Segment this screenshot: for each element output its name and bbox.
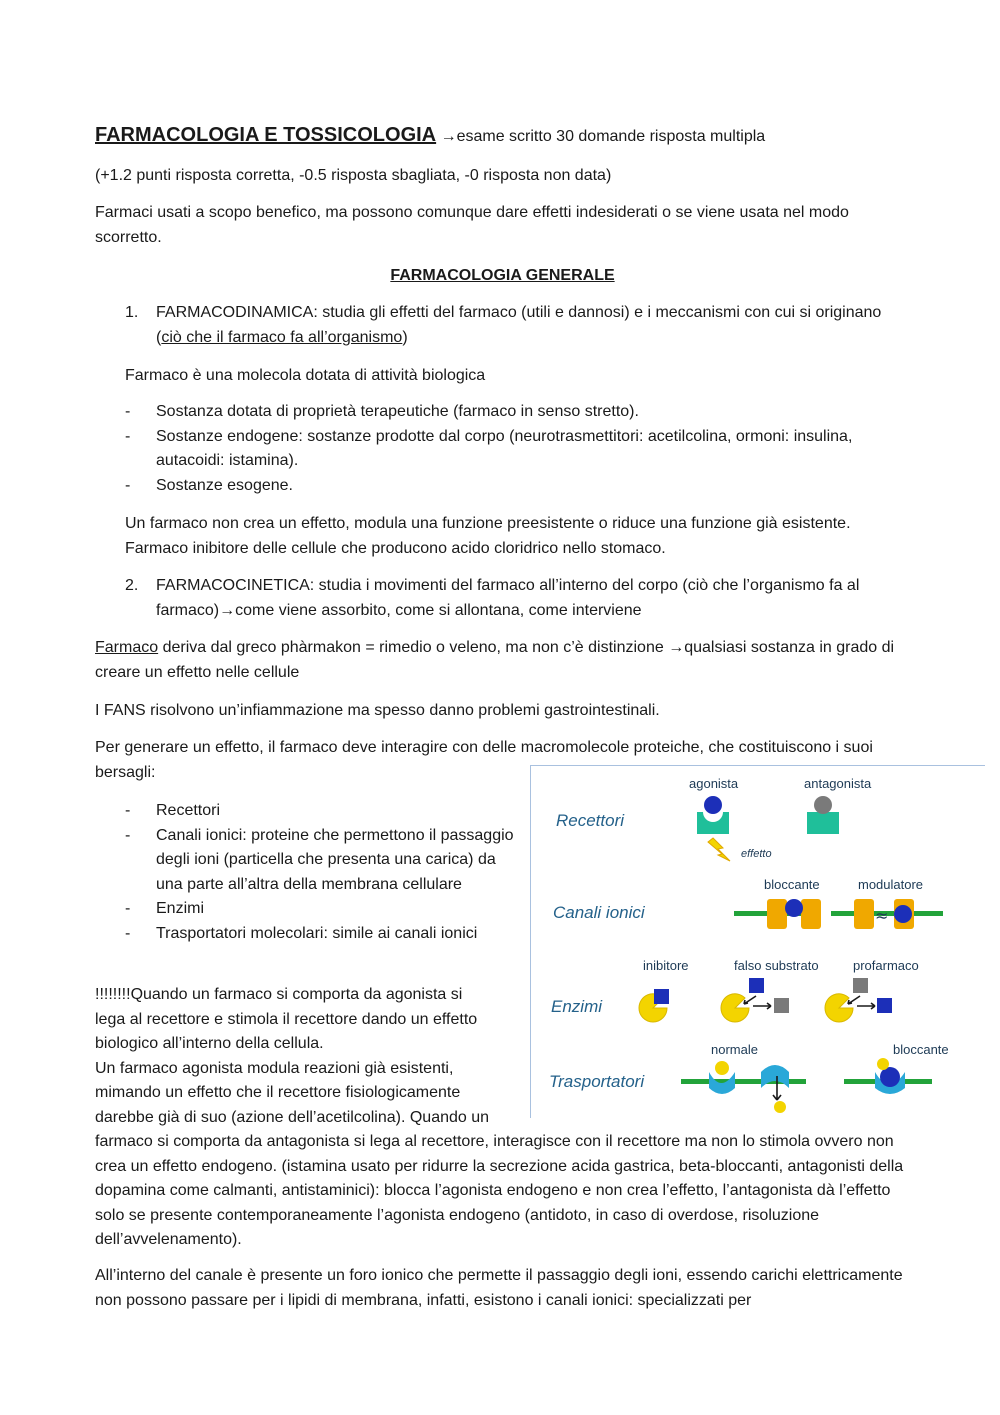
- agonista-paragraph: [95, 983, 515, 1131]
- section-title: FARMACOLOGIA GENERALE: [390, 267, 615, 284]
- list-item-text: Sostanza dotata di proprietà terapeutiche (farmaco in senso stretto).: [156, 403, 639, 420]
- numbered-item-2: [95, 574, 910, 624]
- canale-paragraph: All’interno del canale è presente un foro ionico che permette il passaggio degli ioni, essendo carichi elettricamente non possono passare per i lipidi di membrana, infatti, esistono i canali ionici: specializzati per: [95, 1267, 903, 1309]
- list-item-text: Canali ionici: proteine che permettono il passaggio degli ioni (particella che presenta una carica) da una parte all’altra della membrana cellulare: [156, 826, 514, 893]
- row-label-recettori: Recettori: [556, 811, 625, 830]
- modula-paragraph: Un farmaco non crea un effetto, modula una funzione preesistente o riduce una funzione già esistente. Farmaco inibitore delle cellule che producono acido cloridrico nello stomaco.: [125, 515, 851, 557]
- scoring-paragraph: (+1.2 punti risposta corretta, -0.5 risposta sbagliata, -0 risposta non data): [95, 167, 612, 184]
- svg-text:≈: ≈: [875, 906, 889, 925]
- arrow-icon: →: [219, 601, 236, 619]
- drug-targets-diagram: [531, 766, 985, 1118]
- list-item-text: Sostanze endogene: sostanze prodotte dal corpo (neurotrasmettitori: acetilcolina, ormoni: insulina, autacoidi: istamina).: [156, 427, 853, 470]
- list-item: - Trasportatori molecolari: simile ai canali ionici: [125, 924, 478, 942]
- agonista-line: Un farmaco agonista modula reazioni già esistenti,: [95, 1059, 454, 1077]
- list-item: - Sostanze esogene.: [125, 476, 293, 494]
- label-normale: normale: [711, 1042, 758, 1057]
- fans-paragraph: I FANS risolvono un’infiammazione ma spesso danno problemi gastrointestinali.: [95, 702, 660, 719]
- enzyme-false-substrate-icon: [721, 978, 789, 1022]
- label-effetto: effetto: [741, 848, 772, 860]
- list-item-text: Recettori: [156, 802, 221, 819]
- list-item: - Enzimi: [125, 900, 205, 918]
- lightning-effect-icon: [708, 838, 730, 861]
- etymology-paragraph: [95, 636, 910, 685]
- page-title: FARMACOLOGIA E TOSSICOLOGIA: [95, 124, 437, 146]
- list-item: - Recettori: [125, 802, 221, 819]
- targets-list: [95, 799, 525, 947]
- antagonista-paragraph: farmaco si comporta da antagonista si lega al recettore, interagisce con il recettore ma non lo stimola ovvero non crea un effetto endogeno. (istamina usato per ridurre la secrezione acida gastrica, beta-bloccanti, antagonisti della dopamina come calmanti, antistaminici): blocca l’agonista endogeno e non crea l’effetto, l’antagonista dà l’effetto solo se presente contemporaneamente l’agonista endogeno (antidoto, in caso di overdose, risoluzione dell’avvelenamento).: [95, 1133, 904, 1249]
- farmaco-definition: Farmaco è una molecola dotata di attività biologica: [125, 367, 486, 384]
- list-item-text: Enzimi: [156, 900, 205, 918]
- transporter-blocked-icon: [844, 1058, 932, 1094]
- bersagli-paragraph: Per generare un effetto, il farmaco deve interagire con delle macromolecole proteiche, che costituiscono i suoi bersagli:: [95, 739, 873, 781]
- receptor-antagonist-icon: [807, 796, 839, 834]
- exam-description: esame scritto 30 domande risposta multipla: [456, 128, 766, 145]
- arrow-icon: →: [668, 639, 685, 656]
- agonista-line: mimando un effetto che il recettore fisiologicamente: [95, 1084, 461, 1102]
- title-line: [95, 120, 910, 152]
- item1-end: ): [402, 328, 408, 346]
- list-item: - Sostanze endogene: sostanze prodotte dal corpo (neurotrasmettitori: acetilcolina, ormoni: insulina, autacoidi: istamina).: [125, 427, 853, 470]
- label-bloccante-trasp: bloccante: [893, 1042, 949, 1057]
- row-label-trasportatori: Trasportatori: [549, 1072, 645, 1091]
- ion-channel-blocker-icon: [734, 899, 821, 929]
- transporter-normal-icon: [681, 1061, 806, 1113]
- item1-text: FARMACODINAMICA: studia gli effetti del farmaco (utili e dannosi) e i meccanismi con cui si originano (: [156, 304, 882, 346]
- drug-targets-figure: [530, 765, 985, 1118]
- item-number: 1.: [125, 304, 139, 321]
- label-inibitore: inibitore: [643, 958, 689, 973]
- label-agonista: agonista: [689, 776, 739, 791]
- list-item-text: Trasportatori molecolari: simile ai canali ionici: [156, 924, 478, 942]
- list-item: - Sostanza dotata di proprietà terapeutiche (farmaco in senso stretto).: [125, 403, 639, 420]
- etym-word: Farmaco: [95, 639, 159, 656]
- label-profarmaco: profarmaco: [853, 958, 919, 973]
- etym-end: qualsiasi sostanza in grado di creare un effetto nelle cellule: [95, 639, 895, 681]
- list-item-text: Sostanze esogene.: [156, 476, 293, 494]
- intro-paragraph: Farmaci usati a scopo benefico, ma possono comunque dare effetti indesiderati o se viene usata nel modo scorretto.: [95, 204, 849, 246]
- receptor-agonist-icon: [697, 796, 729, 834]
- agonista-line: biologico all’interno della cellula.: [95, 1035, 324, 1053]
- enzyme-prodrug-icon: [825, 978, 892, 1022]
- numbered-item-1: [95, 301, 910, 351]
- item-text: [156, 574, 910, 623]
- label-bloccante-canali: bloccante: [764, 877, 820, 892]
- agonista-line: darebbe già di suo (azione dell’acetilcolina). Quando un: [95, 1108, 490, 1126]
- arrow-icon: →: [440, 128, 457, 145]
- label-falso-substrato: falso substrato: [734, 958, 819, 973]
- enzyme-inhibitor-icon: [639, 989, 669, 1022]
- item2-text: FARMACOCINETICA: studia i movimenti del farmaco all’interno del corpo (ciò che l’organismo fa al farmaco): [156, 577, 860, 619]
- etym-rest: deriva dal greco phàrmakon = rimedio o veleno, ma non c’è distinzione: [158, 639, 669, 656]
- agonista-line: lega al recettore e stimola il recettore dando un effetto: [95, 1010, 478, 1028]
- item1-underlined: ciò che il farmaco fa all’organismo: [161, 328, 403, 346]
- item-number: 2.: [125, 577, 139, 594]
- ion-channel-modulator-icon: [831, 899, 943, 929]
- row-label-canali: Canali ionici: [553, 903, 645, 922]
- agonista-line: !!!!!!!!Quando un farmaco si comporta da agonista si: [95, 986, 463, 1003]
- item2-end: come viene assorbito, come si allontana, come interviene: [235, 601, 642, 619]
- label-modulatore: modulatore: [858, 877, 924, 892]
- item-text: [156, 301, 910, 350]
- substance-list: [95, 400, 910, 498]
- label-antagonista: antagonista: [804, 776, 872, 791]
- list-item: - Canali ionici: proteine che permettono il passaggio degli ioni (particella che presenta una carica) da una parte all’altra della membrana cellulare: [125, 826, 514, 893]
- row-label-enzimi: Enzimi: [551, 997, 603, 1016]
